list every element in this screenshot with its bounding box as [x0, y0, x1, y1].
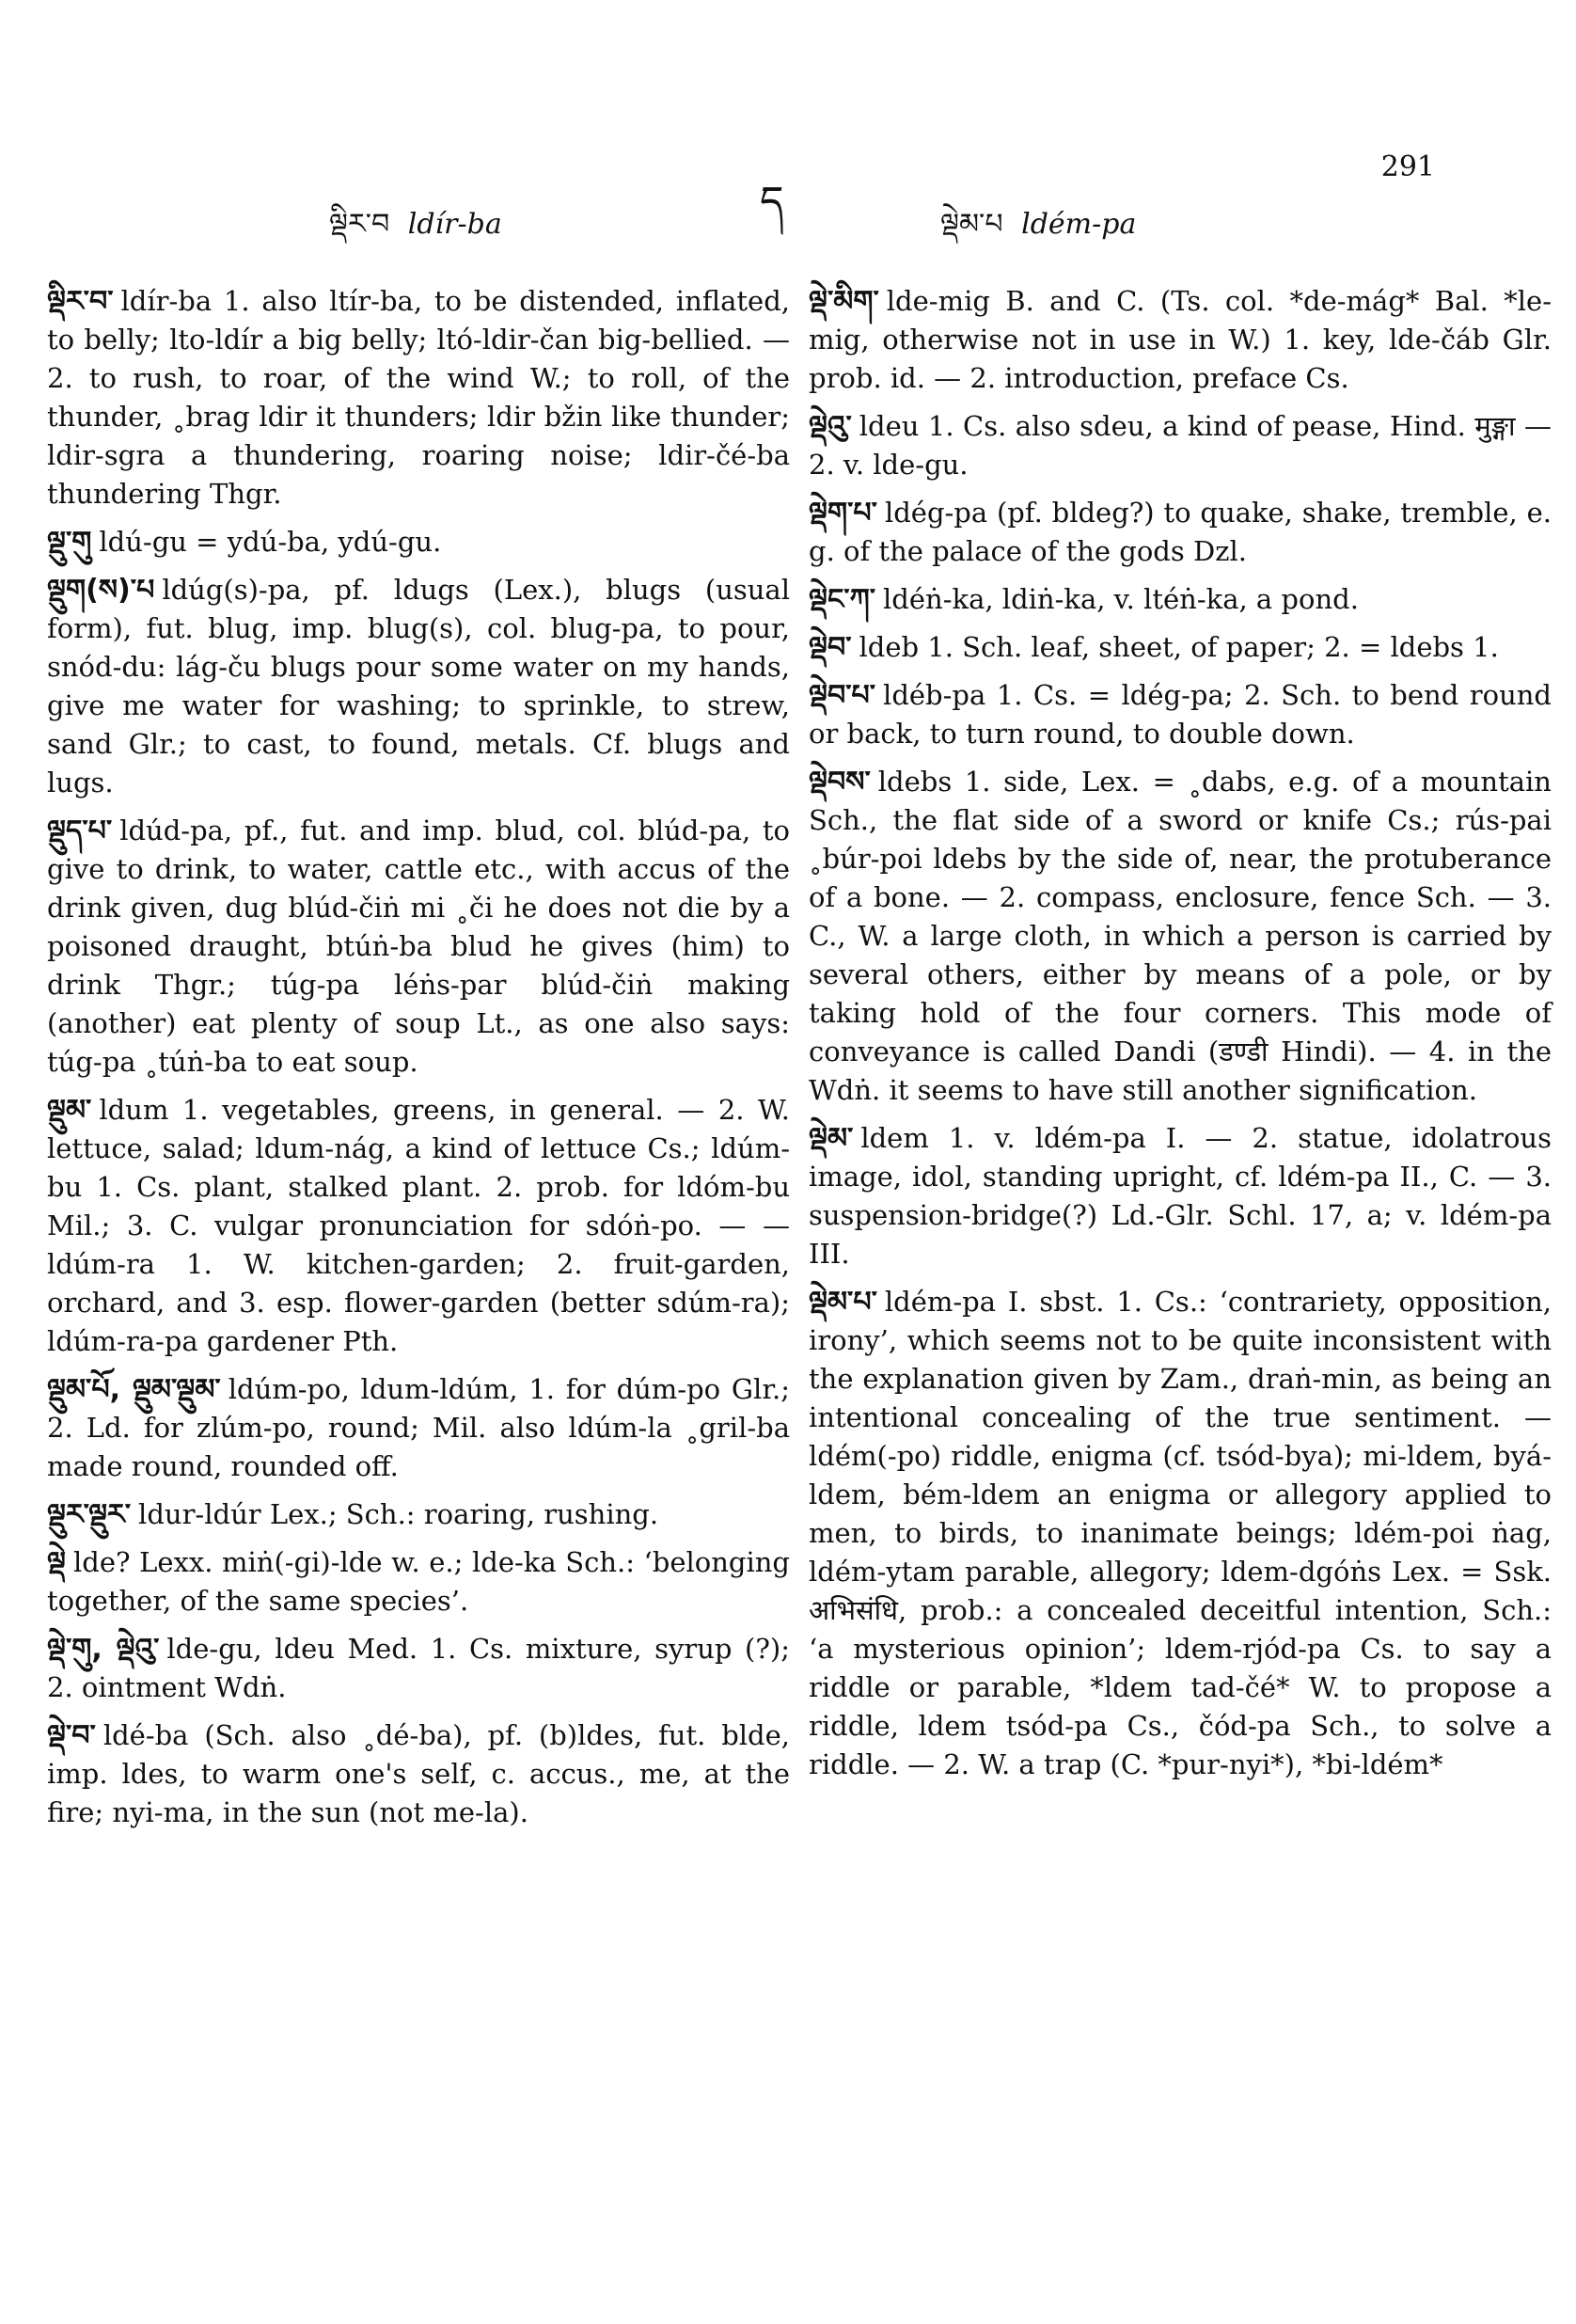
- headword-tibetan: ལྡུ་གུ: [47, 526, 92, 559]
- entry-text: ldéb-pa 1. Cs. = ldég-pa; 2. Sch. to bend round or back, to turn round, to double down.: [809, 679, 1552, 750]
- headword-tibetan: ལྡེབ་པ་: [809, 679, 876, 712]
- headword-tibetan: ལྡེབས་: [809, 766, 871, 798]
- headword-tibetan: ལྡེ་གུ, ལྡེའུ་: [47, 1633, 160, 1666]
- entry: [809, 676, 1552, 753]
- headword-tibetan: ལྡུམ་པོ, ལྡུམ་ལྡུམ་: [47, 1373, 221, 1406]
- entry-text: lde-gu, ldeu Med. 1. Cs. mixture, syrup (?); 2. ointment Wdṅ.: [47, 1633, 790, 1703]
- entry-text: ldum 1. vegetables, greens, in general. — 2. W. lettuce, salad; ldum-nág, a kind of lettuce Cs.; ldúm-bu 1. Cs. plant, stalked plant. 2. prob. for ldóm-bu Mil.; 3. C. vulgar pronunciation for sdóṅ-po. — — ldúm-ra 1. W. kitchen-garden; 2. fruit-garden, orchard, and 3. esp. flower-garden (better sdúm-ra); ldúm-ra-pa gardener Pth.: [47, 1094, 790, 1357]
- entry: [47, 1091, 790, 1361]
- entry: [809, 494, 1552, 571]
- entry-text: ldeb 1. Sch. leaf, sheet, of paper; 2. = ldebs 1.: [859, 631, 1499, 663]
- headword-tibetan: ལྡེབ་: [809, 631, 852, 664]
- headword-tibetan: ལྡུར་ལྡུར་: [47, 1498, 132, 1531]
- headword-tibetan: ལྡེ: [47, 1546, 66, 1579]
- headword-tibetan: ལྡེམ་: [809, 1122, 854, 1155]
- entry: [809, 1119, 1552, 1273]
- entry-text: ldéṅ-ka, ldiṅ-ka, v. ltéṅ-ka, a pond.: [883, 583, 1359, 615]
- entry: [47, 282, 790, 514]
- entry: [47, 1495, 790, 1534]
- headword-tibetan: ལྡེ་བ་: [47, 1719, 96, 1752]
- running-head-left-roman: ldír-ba: [407, 208, 502, 241]
- running-head-right-tibetan: ལྡེམ་པ: [940, 208, 1003, 241]
- entry: [47, 1716, 790, 1832]
- entry-text: ldúm-po, ldum-ldúm, 1. for dúm-po Glr.; 2. Ld. for zlúm-po, round; Mil. also ldúm-la ˳gril-ba made round, rounded off.: [47, 1373, 790, 1482]
- entry-text: ldúg(s)-pa, pf. ldugs (Lex.), blugs (usual form), fut. blug, imp. blug(s), col. blug-pa, to pour, snód-du: lág-ču blugs pour some water on my hands, give me water for washing; to sprinkle, to strew, sand Glr.; to cast, to found, metals. Cf. blugs and lugs.: [47, 574, 790, 798]
- entry-text: lde? Lexx. miṅ(-gi)-lde w. e.; lde-ka Sch.: ‘belonging together, of the same species’.: [47, 1546, 790, 1617]
- headword-tibetan: ལྡུམ་: [47, 1094, 92, 1127]
- entry-text: ldég-pa (pf. bldeg?) to quake, shake, tremble, e. g. of the palace of the gods Dzl.: [809, 497, 1552, 567]
- running-head-left-tibetan: ལྡིར་བ: [329, 208, 390, 241]
- entry-text: ldem 1. v. ldém-pa I. — 2. statue, idolatrous image, idol, standing upright, cf. ldém-pa II., C. — 3. suspension-bridge(?) Ld.-Glr. Schl. 17, a; v. ldém-pa III.: [809, 1122, 1552, 1270]
- entry: [809, 763, 1552, 1110]
- headword-tibetan: ལྡེའུ་: [809, 410, 852, 443]
- headword-tibetan: ལྡེང་ཀ་: [809, 583, 876, 616]
- right-column: [809, 282, 1552, 1794]
- headword-tibetan: ལྡེག་པ་: [809, 497, 877, 530]
- headword-tibetan: ལྡིར་བ་: [47, 285, 114, 318]
- entry-text: lde-mig B. and C. (Ts. col. *de-mág* Bal. *le-mig, otherwise not in use in W.) 1. key, lde-čáb Glr. prob. id. — 2. introduction, preface Cs.: [809, 285, 1552, 394]
- headword-tibetan: ལྡེམ་པ་: [809, 1286, 877, 1319]
- entry-text: ldír-ba 1. also ltír-ba, to be distended, inflated, to belly; lto-ldír a big belly; ltó-ldir-čan big-bellied. — 2. to rush, to roar, of the wind W.; to roll, of the thunder, ˳brag ldir it thunders; ldir bžin like thunder; ldir-sgra a thundering, roaring noise; ldir-čé-ba thundering Thgr.: [47, 285, 790, 510]
- left-column: [47, 282, 790, 1842]
- entry-text: ldú-gu = ydú-ba, ydú-gu.: [99, 526, 442, 558]
- running-head-left: [329, 193, 502, 272]
- entry: [47, 812, 790, 1082]
- entry-text: ldém-pa I. sbst. 1. Cs.: ‘contrariety, opposition, irony’, which seems not to be quite inconsistent with the explanation given by Zam., draṅ-min, as being an intentional concealing of the true sentiment. — ldém(-po) riddle, enigma (cf. tsód-bya); mi-ldem, byá-ldem, bém-ldem an enigma or allegory applied to men, to birds, to inanimate beings; ldém-poi ṅag, ldém-ytam parable, allegory; ldem-dgóṅs Lex. = Ssk. अभिसंधि, prob.: a concealed deceitful intention, Sch.: ‘a mysterious opinion’; ldem-rjód-pa Cs. to say a riddle or parable, *ldem tad-čé* W. to propose a riddle, ldem tsód-pa Cs., čód-pa Sch., to solve a riddle. — 2. W. a trap (C. *pur-nyi*), *bi-ldém*: [809, 1286, 1552, 1780]
- entry: [809, 628, 1552, 667]
- page-number: 291: [1380, 150, 1435, 183]
- entry: [809, 407, 1552, 484]
- headword-tibetan: ལྡུད་པ་: [47, 814, 113, 847]
- entry: [47, 571, 790, 802]
- entry: [809, 282, 1552, 398]
- entry: [47, 1543, 790, 1620]
- entry-text: ldeu 1. Cs. also sdeu, a kind of pease, Hind. मुङ्गा — 2. v. lde-gu.: [809, 410, 1552, 481]
- headword-tibetan: ལྡུག(ས)་པ: [47, 574, 155, 607]
- entry: [47, 1630, 790, 1707]
- running-head-center: ད: [760, 178, 784, 226]
- entry: [47, 523, 790, 561]
- entry-text: ldebs 1. side, Lex. = ˳dabs, e.g. of a mountain Sch., the flat side of a sword or knife Cs.; rús-pai ˳búr-poi ldebs by the side of, near, the protuberance of a bone. — 2. compass, enclosure, fence Sch. — 3. C., W. a large cloth, in which a person is carried by several others, either by means of a pole, or by taking hold of the four corners. This mode of conveyance is called Dandi (डण्डी Hindi). — 4. in the Wdṅ. it seems to have still another signification.: [809, 766, 1552, 1106]
- entry-text: ldé-ba (Sch. also ˳dé-ba), pf. (b)ldes, fut. blde, imp. ldes, to warm one's self, c. accus., me, at the fire; nyi-ma, in the sun (not me-la).: [47, 1719, 790, 1828]
- entry: [809, 1283, 1552, 1784]
- headword-tibetan: ལྡེ་མིག་: [809, 285, 879, 318]
- entry-text: ldúd-pa, pf., fut. and imp. blud, col. blúd-pa, to give to drink, to water, cattle etc., with accus of the drink given, dug blúd-čiṅ mi ˳či he does not die by a poisoned draught, btúṅ-ba blud he gives (him) to drink Thgr.; túg-pa léṅs-par blúd-čiṅ making (another) eat plenty of soup Lt., as one also says: túg-pa ˳túṅ-ba to eat soup.: [47, 814, 790, 1078]
- entry: [47, 1370, 790, 1486]
- entry: [809, 580, 1552, 619]
- running-head-right-roman: ldém-pa: [1021, 208, 1137, 241]
- running-head-right: [940, 193, 1136, 272]
- entry-text: ldur-ldúr Lex.; Sch.: roaring, rushing.: [138, 1498, 659, 1530]
